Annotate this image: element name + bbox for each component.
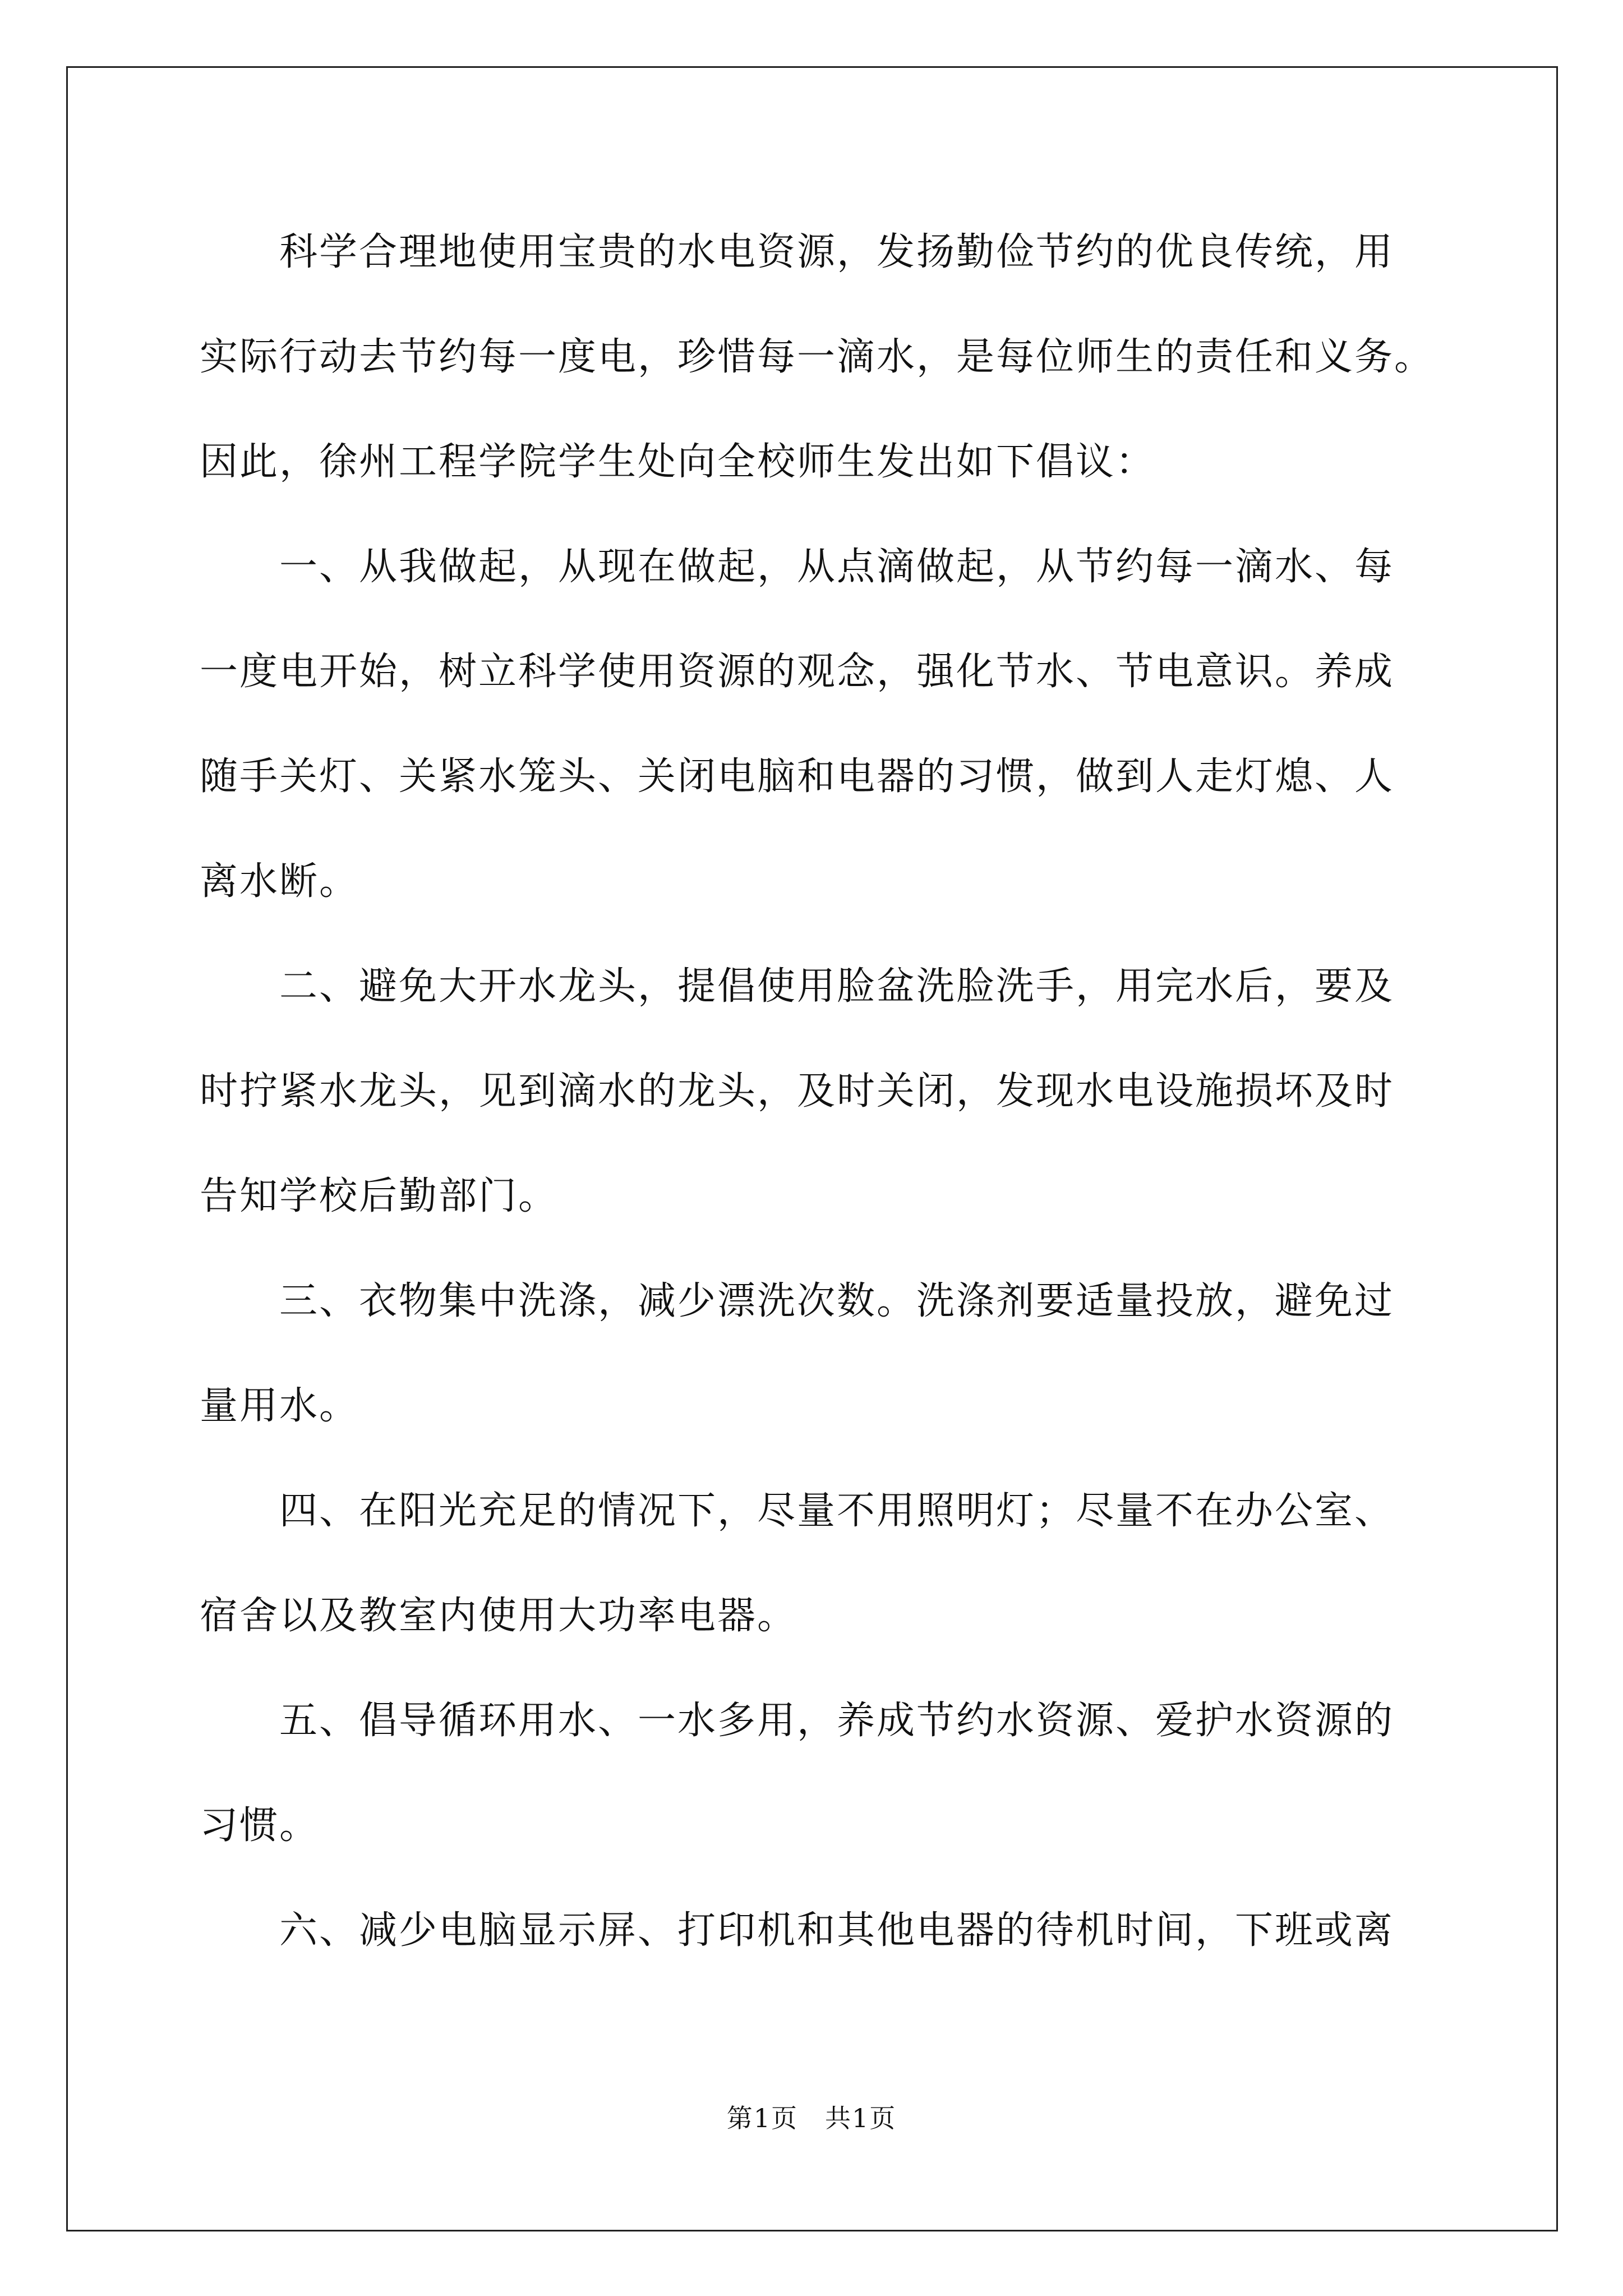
text-line: 六、减少电脑显示屏、打印机和其他电器的待机时间，下班或离 bbox=[200, 1908, 1395, 1953]
text-line: 因此，徐州工程学院学生处向全校师生发出如下倡议： bbox=[200, 440, 1156, 484]
page-border bbox=[66, 66, 1558, 2231]
text-line: 一、从我做起，从现在做起，从点滴做起，从节约每一滴水、每 bbox=[200, 545, 1395, 589]
text-line: 量用水。 bbox=[200, 1384, 359, 1428]
page-footer: 第1页 共1页 bbox=[726, 2103, 897, 2133]
text-line: 三、衣物集中洗涤，减少漂洗次数。洗涤剂要适量投放，避免过 bbox=[200, 1279, 1395, 1323]
text-line: 二、避免大开水龙头，提倡使用脸盆洗脸洗手，用完水后，要及 bbox=[200, 964, 1395, 1009]
text-line: 告知学校后勤部门。 bbox=[200, 1174, 559, 1218]
text-line: 离水断。 bbox=[200, 859, 359, 904]
text-line: 时拧紧水龙头，见到滴水的龙头，及时关闭，发现水电设施损坏及时 bbox=[200, 1069, 1395, 1114]
text-line: 随手关灯、关紧水笼头、关闭电脑和电器的习惯，做到人走灯熄、人 bbox=[200, 754, 1395, 799]
text-line: 实际行动去节约每一度电，珍惜每一滴水，是每位师生的责任和义务。 bbox=[200, 335, 1435, 379]
text-line: 科学合理地使用宝贵的水电资源，发扬勤俭节约的优良传统，用 bbox=[200, 230, 1395, 274]
text-line: 习惯。 bbox=[200, 1803, 320, 1848]
text-line: 五、倡导循环用水、一水多用，养成节约水资源、爱护水资源的 bbox=[200, 1699, 1395, 1743]
text-line: 一度电开始，树立科学使用资源的观念，强化节水、节电意识。养成 bbox=[200, 650, 1395, 694]
text-line: 宿舍以及教室内使用大功率电器。 bbox=[200, 1594, 797, 1638]
text-line: 四、在阳光充足的情况下，尽量不用照明灯；尽量不在办公室、 bbox=[200, 1489, 1395, 1533]
